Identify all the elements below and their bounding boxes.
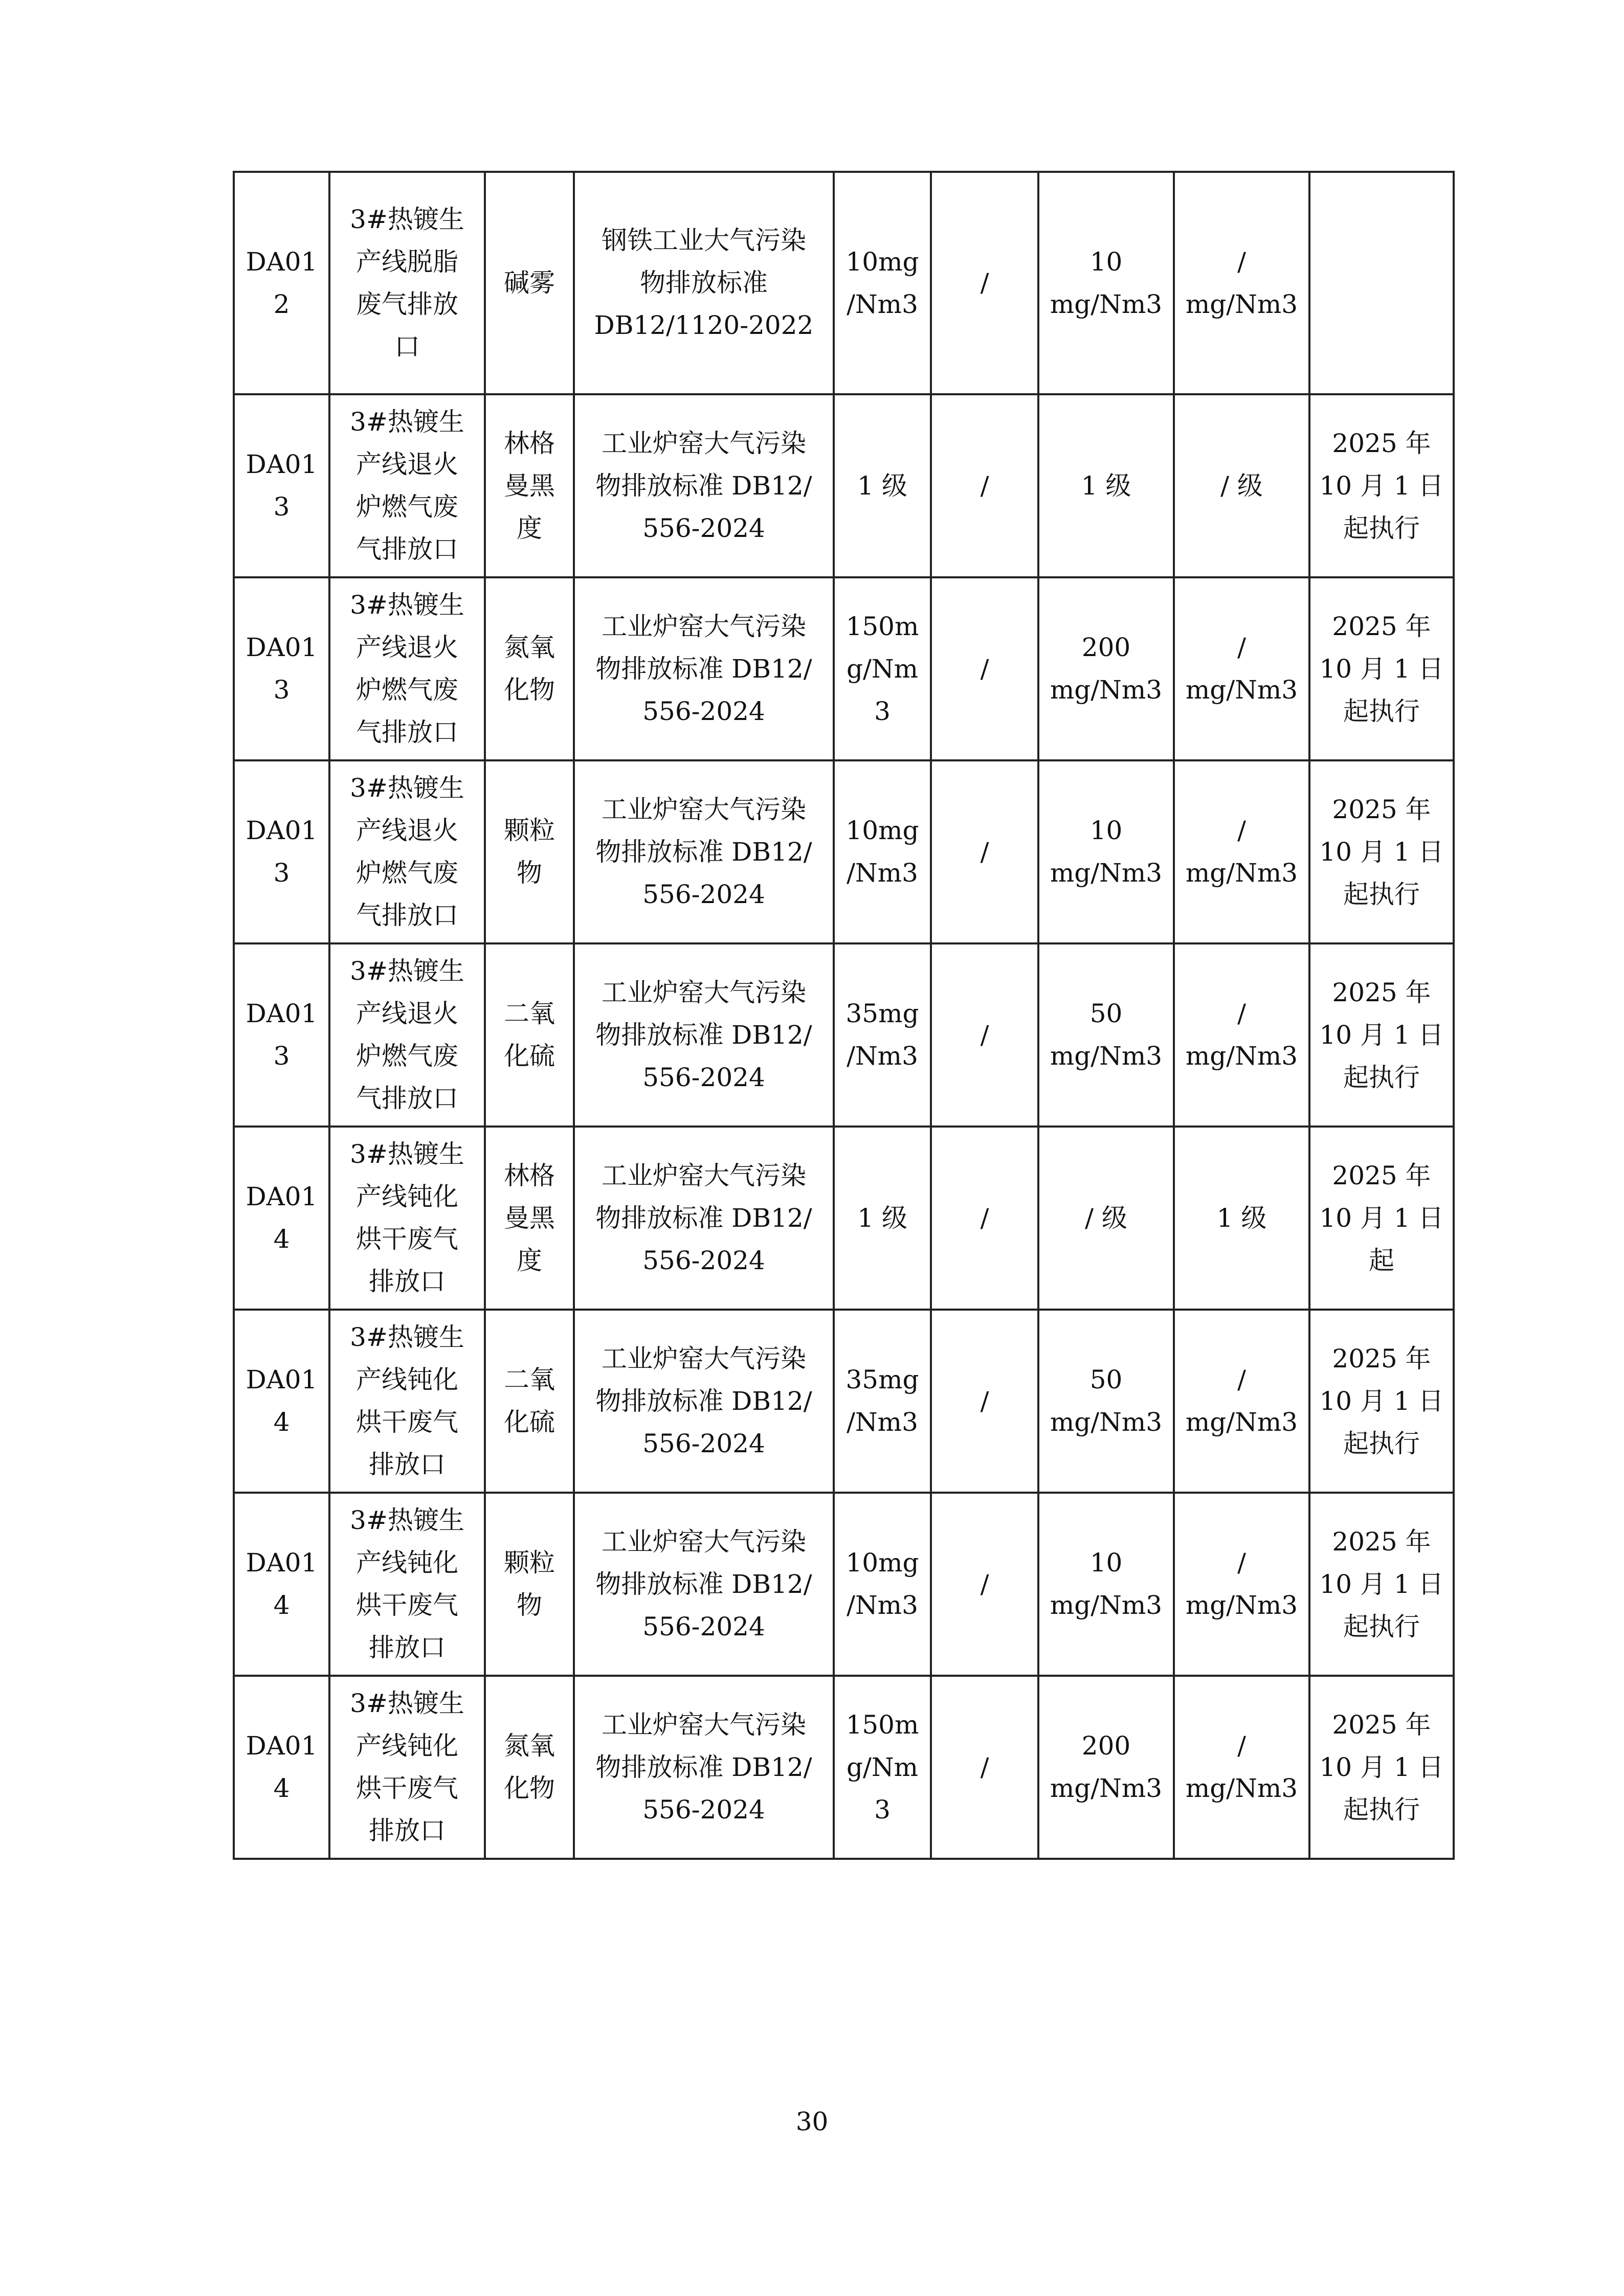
- cell-text: DA01 2: [246, 246, 318, 319]
- cell-text: 35mg /Nm3: [846, 1365, 919, 1437]
- standard-cell: [574, 1310, 834, 1493]
- outlet-name-cell: [329, 1676, 485, 1859]
- cell-text: /: [980, 1203, 989, 1233]
- emission-standards-table: [233, 171, 1455, 1860]
- pollutant-cell: [485, 1493, 574, 1676]
- limit-value-cell: [834, 760, 931, 943]
- col8-cell: [1174, 1127, 1309, 1310]
- col6-cell: [931, 760, 1038, 943]
- table-row: [234, 577, 1454, 760]
- outlet-id-cell: [234, 172, 329, 394]
- limit-value-cell: [834, 1676, 931, 1859]
- cell-text: / 级: [1085, 1203, 1127, 1233]
- outlet-name-cell: [329, 172, 485, 394]
- pollutant-cell: [485, 394, 574, 577]
- cell-text: /: [980, 470, 989, 501]
- table-body: [234, 172, 1454, 1859]
- cell-text: 2025 年 10 月 1 日 起执行: [1319, 1709, 1444, 1825]
- limit-value-cell: [834, 943, 931, 1127]
- col8-cell: [1174, 943, 1309, 1127]
- cell-text: DA01 3: [246, 999, 318, 1071]
- cell-text: / mg/Nm3: [1185, 1548, 1298, 1620]
- outlet-id-cell: [234, 1127, 329, 1310]
- effective-date-cell: [1309, 760, 1454, 943]
- standard-cell: [574, 577, 834, 760]
- cell-text: 林格 曼黑 度: [504, 1160, 555, 1275]
- standard-cell: [574, 394, 834, 577]
- effective-date-cell: [1309, 1676, 1454, 1859]
- outlet-id-cell: [234, 1310, 329, 1493]
- table-row: [234, 943, 1454, 1127]
- cell-text: 3#热镀生 产线钝化 烘干废气 排放口: [350, 1139, 464, 1296]
- cell-text: 10 mg/Nm3: [1050, 1548, 1163, 1620]
- cell-text: DA01 3: [246, 633, 318, 705]
- cell-text: 10 mg/Nm3: [1050, 816, 1163, 888]
- col6-cell: [931, 577, 1038, 760]
- cell-text: 1 级: [1216, 1203, 1267, 1233]
- cell-text: / mg/Nm3: [1185, 999, 1298, 1071]
- table-row: [234, 1310, 1454, 1493]
- col6-cell: [931, 1676, 1038, 1859]
- cell-text: 工业炉窑大气污染 物排放标准 DB12/ 556-2024: [595, 1709, 812, 1825]
- cell-text: 3#热镀生 产线钝化 烘干废气 排放口: [350, 1689, 464, 1845]
- cell-text: / mg/Nm3: [1185, 246, 1298, 319]
- col8-cell: [1174, 577, 1309, 760]
- cell-text: 工业炉窑大气污染 物排放标准 DB12/ 556-2024: [595, 977, 812, 1092]
- cell-text: 2025 年 10 月 1 日 起执行: [1319, 1526, 1444, 1641]
- effective-date-cell: [1309, 943, 1454, 1127]
- cell-text: 2025 年 10 月 1 日 起执行: [1319, 611, 1444, 726]
- table-row: [234, 760, 1454, 943]
- standard-cell: [574, 1676, 834, 1859]
- cell-text: 工业炉窑大气污染 物排放标准 DB12/ 556-2024: [595, 1526, 812, 1641]
- cell-text: 3#热镀生 产线钝化 烘干废气 排放口: [350, 1505, 464, 1662]
- standard-cell: [574, 1127, 834, 1310]
- cell-text: 3#热镀生 产线退火 炉燃气废 气排放口: [350, 407, 464, 564]
- cell-text: /: [980, 1569, 989, 1599]
- cell-text: 氮氧 化物: [504, 633, 555, 705]
- cell-text: DA01 4: [246, 1548, 318, 1620]
- cell-text: DA01 4: [246, 1365, 318, 1437]
- outlet-name-cell: [329, 943, 485, 1127]
- cell-text: 二氧 化硫: [504, 1365, 555, 1437]
- cell-text: 10mg /Nm3: [846, 246, 919, 319]
- cell-text: /: [980, 1020, 989, 1050]
- cell-text: 林格 曼黑 度: [504, 428, 555, 543]
- effective-date-cell: [1309, 172, 1454, 394]
- table-row: [234, 1493, 1454, 1676]
- outlet-id-cell: [234, 1676, 329, 1859]
- cell-text: 1 级: [1081, 470, 1131, 501]
- outlet-id-cell: [234, 394, 329, 577]
- cell-text: 10mg /Nm3: [846, 1548, 919, 1620]
- cell-text: 2025 年 10 月 1 日 起执行: [1319, 1343, 1444, 1458]
- cell-text: 工业炉窑大气污染 物排放标准 DB12/ 556-2024: [595, 428, 812, 543]
- effective-date-cell: [1309, 577, 1454, 760]
- cell-text: DA01 3: [246, 816, 318, 888]
- cell-text: / mg/Nm3: [1185, 1731, 1298, 1803]
- limit-value-cell: [834, 1310, 931, 1493]
- outlet-id-cell: [234, 1493, 329, 1676]
- col7-cell: [1038, 1310, 1174, 1493]
- limit-value-cell: [834, 394, 931, 577]
- cell-text: 工业炉窑大气污染 物排放标准 DB12/ 556-2024: [595, 794, 812, 909]
- effective-date-cell: [1309, 1493, 1454, 1676]
- col6-cell: [931, 1310, 1038, 1493]
- effective-date-cell: [1309, 1127, 1454, 1310]
- outlet-id-cell: [234, 943, 329, 1127]
- cell-text: 200 mg/Nm3: [1050, 1731, 1163, 1803]
- col7-cell: [1038, 760, 1174, 943]
- cell-text: DA01 4: [246, 1182, 318, 1254]
- col8-cell: [1174, 1310, 1309, 1493]
- cell-text: 1 级: [857, 470, 907, 501]
- limit-value-cell: [834, 1127, 931, 1310]
- cell-text: 150m g/Nm 3: [846, 1709, 919, 1825]
- cell-text: 1 级: [857, 1203, 907, 1233]
- cell-text: 氮氧 化物: [504, 1731, 555, 1803]
- table-row: [234, 394, 1454, 577]
- cell-text: 2025 年 10 月 1 日 起执行: [1319, 794, 1444, 909]
- cell-text: 钢铁工业大气污染 物排放标准 DB12/1120-2022: [594, 226, 814, 340]
- table-row: [234, 1676, 1454, 1859]
- pollutant-cell: [485, 1310, 574, 1493]
- col6-cell: [931, 1127, 1038, 1310]
- limit-value-cell: [834, 172, 931, 394]
- cell-text: 10 mg/Nm3: [1050, 246, 1163, 319]
- standard-cell: [574, 943, 834, 1127]
- col7-cell: [1038, 1127, 1174, 1310]
- col8-cell: [1174, 760, 1309, 943]
- cell-text: DA01 3: [246, 449, 318, 522]
- outlet-name-cell: [329, 1310, 485, 1493]
- pollutant-cell: [485, 172, 574, 394]
- col7-cell: [1038, 1493, 1174, 1676]
- col8-cell: [1174, 172, 1309, 394]
- cell-text: 2025 年 10 月 1 日 起执行: [1319, 977, 1444, 1092]
- standard-cell: [574, 760, 834, 943]
- col7-cell: [1038, 1676, 1174, 1859]
- outlet-name-cell: [329, 577, 485, 760]
- effective-date-cell: [1309, 1310, 1454, 1493]
- cell-text: 3#热镀生 产线脱脂 废气排放 口: [350, 204, 464, 362]
- pollutant-cell: [485, 577, 574, 760]
- cell-text: 二氧 化硫: [504, 999, 555, 1071]
- cell-text: / mg/Nm3: [1185, 633, 1298, 705]
- cell-text: 3#热镀生 产线钝化 烘干废气 排放口: [350, 1322, 464, 1479]
- col7-cell: [1038, 394, 1174, 577]
- cell-text: 10mg /Nm3: [846, 816, 919, 888]
- col7-cell: [1038, 172, 1174, 394]
- limit-value-cell: [834, 577, 931, 760]
- col6-cell: [931, 943, 1038, 1127]
- cell-text: 工业炉窑大气污染 物排放标准 DB12/ 556-2024: [595, 611, 812, 726]
- cell-text: 2025 年 10 月 1 日 起: [1319, 1160, 1444, 1275]
- table-row: [234, 1127, 1454, 1310]
- cell-text: 35mg /Nm3: [846, 999, 919, 1071]
- cell-text: 200 mg/Nm3: [1050, 633, 1163, 705]
- cell-text: /: [980, 268, 989, 298]
- page-number: 30: [795, 2107, 829, 2136]
- pollutant-cell: [485, 1676, 574, 1859]
- col8-cell: [1174, 1493, 1309, 1676]
- col6-cell: [931, 1493, 1038, 1676]
- outlet-name-cell: [329, 1127, 485, 1310]
- cell-text: 3#热镀生 产线退火 炉燃气废 气排放口: [350, 590, 464, 747]
- cell-text: 50 mg/Nm3: [1050, 999, 1163, 1071]
- cell-text: 2025 年 10 月 1 日 起执行: [1319, 428, 1444, 543]
- cell-text: / mg/Nm3: [1185, 816, 1298, 888]
- cell-text: /: [980, 1386, 989, 1416]
- cell-text: / mg/Nm3: [1185, 1365, 1298, 1437]
- cell-text: DA01 4: [246, 1731, 318, 1803]
- col8-cell: [1174, 1676, 1309, 1859]
- cell-text: /: [980, 1752, 989, 1782]
- cell-text: 工业炉窑大气污染 物排放标准 DB12/ 556-2024: [595, 1160, 812, 1275]
- pollutant-cell: [485, 943, 574, 1127]
- pollutant-cell: [485, 760, 574, 943]
- cell-text: 碱雾: [504, 268, 555, 298]
- outlet-name-cell: [329, 760, 485, 943]
- outlet-id-cell: [234, 760, 329, 943]
- cell-text: 工业炉窑大气污染 物排放标准 DB12/ 556-2024: [595, 1343, 812, 1458]
- cell-text: / 级: [1220, 470, 1263, 501]
- cell-text: /: [980, 654, 989, 684]
- col6-cell: [931, 394, 1038, 577]
- cell-text: /: [980, 837, 989, 867]
- limit-value-cell: [834, 1493, 931, 1676]
- cell-text: 颗粒 物: [504, 1548, 555, 1620]
- standard-cell: [574, 172, 834, 394]
- col6-cell: [931, 172, 1038, 394]
- standard-cell: [574, 1493, 834, 1676]
- cell-text: 3#热镀生 产线退火 炉燃气废 气排放口: [350, 956, 464, 1113]
- outlet-id-cell: [234, 577, 329, 760]
- effective-date-cell: [1309, 394, 1454, 577]
- pollutant-cell: [485, 1127, 574, 1310]
- col7-cell: [1038, 577, 1174, 760]
- table-row: [234, 172, 1454, 394]
- cell-text: 50 mg/Nm3: [1050, 1365, 1163, 1437]
- cell-text: 150m g/Nm 3: [846, 611, 919, 726]
- outlet-name-cell: [329, 394, 485, 577]
- col7-cell: [1038, 943, 1174, 1127]
- col8-cell: [1174, 394, 1309, 577]
- outlet-name-cell: [329, 1493, 485, 1676]
- cell-text: 3#热镀生 产线退火 炉燃气废 气排放口: [350, 773, 464, 930]
- cell-text: 颗粒 物: [504, 816, 555, 888]
